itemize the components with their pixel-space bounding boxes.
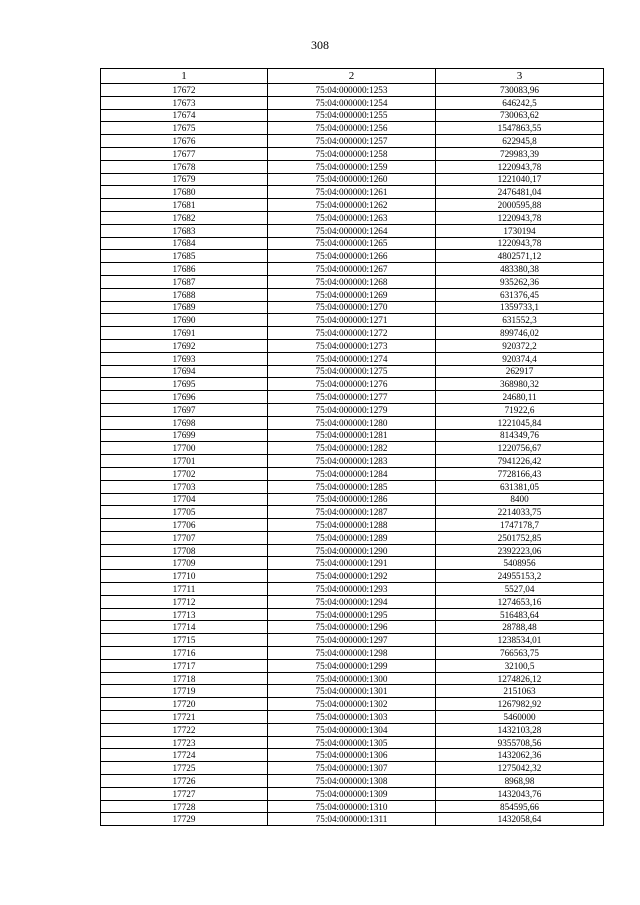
row-number-cell: 17674 (101, 109, 268, 122)
row-number-cell: 17673 (101, 96, 268, 109)
cadastral-number-cell: 75:04:000000:1303 (268, 711, 436, 724)
table-row (101, 749, 604, 762)
value-cell: 8400 (436, 493, 604, 506)
row-number-cell: 17717 (101, 659, 268, 672)
table-row (101, 813, 604, 826)
row-number-cell: 17711 (101, 583, 268, 596)
value-cell: 899746,02 (436, 327, 604, 340)
cadastral-number-cell: 75:04:000000:1301 (268, 685, 436, 698)
cadastral-number-cell: 75:04:000000:1282 (268, 442, 436, 455)
value-cell: 24955153,2 (436, 570, 604, 583)
table-row (101, 378, 604, 391)
table-row (101, 685, 604, 698)
row-number-cell: 17690 (101, 314, 268, 327)
value-cell: 71922,6 (436, 403, 604, 416)
table-row (101, 800, 604, 813)
row-number-cell: 17714 (101, 621, 268, 634)
cadastral-number-cell: 75:04:000000:1281 (268, 429, 436, 442)
value-cell: 631376,45 (436, 288, 604, 301)
value-cell: 32100,5 (436, 659, 604, 672)
value-cell: 2392223,06 (436, 544, 604, 557)
value-cell: 5408956 (436, 557, 604, 570)
table-row (101, 608, 604, 621)
value-cell: 920374,4 (436, 352, 604, 365)
value-cell: 1747178,7 (436, 519, 604, 532)
cadastral-number-cell: 75:04:000000:1268 (268, 275, 436, 288)
cadastral-number-cell: 75:04:000000:1258 (268, 147, 436, 160)
value-cell: 1267982,92 (436, 698, 604, 711)
table-row (101, 557, 604, 570)
table-row (101, 237, 604, 250)
row-number-cell: 17676 (101, 135, 268, 148)
table-row (101, 634, 604, 647)
cadastral-number-cell: 75:04:000000:1262 (268, 199, 436, 212)
row-number-cell: 17725 (101, 762, 268, 775)
value-cell: 5460000 (436, 711, 604, 724)
value-cell: 5527,04 (436, 583, 604, 596)
row-number-cell: 17678 (101, 160, 268, 173)
cadastral-number-cell: 75:04:000000:1275 (268, 365, 436, 378)
column-header-1: 1 (101, 69, 268, 84)
cadastral-number-cell: 75:04:000000:1276 (268, 378, 436, 391)
value-cell: 920372,2 (436, 339, 604, 352)
value-cell: 1221045,84 (436, 416, 604, 429)
cadastral-number-cell: 75:04:000000:1280 (268, 416, 436, 429)
row-number-cell: 17679 (101, 173, 268, 186)
value-cell: 9355708,56 (436, 736, 604, 749)
table-row (101, 275, 604, 288)
row-number-cell: 17680 (101, 186, 268, 199)
table-row (101, 416, 604, 429)
row-number-cell: 17691 (101, 327, 268, 340)
cadastral-number-cell: 75:04:000000:1285 (268, 480, 436, 493)
table-row (101, 595, 604, 608)
table-row (101, 621, 604, 634)
value-cell: 2476481,04 (436, 186, 604, 199)
row-number-cell: 17715 (101, 634, 268, 647)
cadastral-number-cell: 75:04:000000:1310 (268, 800, 436, 813)
table-row (101, 506, 604, 519)
table-row (101, 762, 604, 775)
cadastral-number-cell: 75:04:000000:1306 (268, 749, 436, 762)
column-header-2: 2 (268, 69, 436, 84)
row-number-cell: 17684 (101, 237, 268, 250)
value-cell: 1432043,76 (436, 787, 604, 800)
cadastral-number-cell: 75:04:000000:1269 (268, 288, 436, 301)
cadastral-number-cell: 75:04:000000:1291 (268, 557, 436, 570)
table-row (101, 480, 604, 493)
cadastral-number-cell: 75:04:000000:1294 (268, 595, 436, 608)
value-cell: 729983,39 (436, 147, 604, 160)
row-number-cell: 17687 (101, 275, 268, 288)
cadastral-number-cell: 75:04:000000:1266 (268, 250, 436, 263)
value-cell: 2501752,85 (436, 531, 604, 544)
table-row (101, 327, 604, 340)
table-row (101, 288, 604, 301)
cadastral-number-cell: 75:04:000000:1272 (268, 327, 436, 340)
row-number-cell: 17713 (101, 608, 268, 621)
value-cell: 1432103,28 (436, 723, 604, 736)
table-row (101, 391, 604, 404)
row-number-cell: 17710 (101, 570, 268, 583)
value-cell: 1220756,67 (436, 442, 604, 455)
row-number-cell: 17718 (101, 672, 268, 685)
table-row (101, 96, 604, 109)
value-cell: 1547863,55 (436, 122, 604, 135)
value-cell: 646242,5 (436, 96, 604, 109)
value-cell: 262917 (436, 365, 604, 378)
cadastral-number-cell: 75:04:000000:1308 (268, 775, 436, 788)
value-cell: 814349,76 (436, 429, 604, 442)
row-number-cell: 17706 (101, 519, 268, 532)
table-row (101, 224, 604, 237)
row-number-cell: 17675 (101, 122, 268, 135)
value-cell: 2214033,75 (436, 506, 604, 519)
cadastral-number-cell: 75:04:000000:1297 (268, 634, 436, 647)
cadastral-number-cell: 75:04:000000:1302 (268, 698, 436, 711)
table-row (101, 186, 604, 199)
value-cell: 622945,8 (436, 135, 604, 148)
table-header (101, 69, 604, 84)
row-number-cell: 17681 (101, 199, 268, 212)
cadastral-number-cell: 75:04:000000:1304 (268, 723, 436, 736)
row-number-cell: 17689 (101, 301, 268, 314)
column-header-3: 3 (436, 69, 604, 84)
table-row (101, 173, 604, 186)
value-cell: 4802571,12 (436, 250, 604, 263)
row-number-cell: 17720 (101, 698, 268, 711)
row-number-cell: 17726 (101, 775, 268, 788)
cadastral-number-cell: 75:04:000000:1265 (268, 237, 436, 250)
row-number-cell: 17699 (101, 429, 268, 442)
table-row (101, 365, 604, 378)
table-row (101, 723, 604, 736)
value-cell: 730063,62 (436, 109, 604, 122)
table-row (101, 544, 604, 557)
row-number-cell: 17727 (101, 787, 268, 800)
cadastral-number-cell: 75:04:000000:1307 (268, 762, 436, 775)
table-row (101, 250, 604, 263)
row-number-cell: 17719 (101, 685, 268, 698)
cadastral-number-cell: 75:04:000000:1271 (268, 314, 436, 327)
value-cell: 1359733,1 (436, 301, 604, 314)
row-number-cell: 17704 (101, 493, 268, 506)
cadastral-number-cell: 75:04:000000:1286 (268, 493, 436, 506)
table-row (101, 583, 604, 596)
cadastral-number-cell: 75:04:000000:1293 (268, 583, 436, 596)
value-cell: 2151063 (436, 685, 604, 698)
table-row (101, 314, 604, 327)
table-row (101, 403, 604, 416)
table-body (101, 84, 604, 826)
table-row (101, 147, 604, 160)
cadastral-number-cell: 75:04:000000:1253 (268, 84, 436, 97)
value-cell: 483380,38 (436, 263, 604, 276)
value-cell: 1220943,78 (436, 237, 604, 250)
value-cell: 1730194 (436, 224, 604, 237)
cadastral-number-cell: 75:04:000000:1284 (268, 467, 436, 480)
cadastral-number-cell: 75:04:000000:1261 (268, 186, 436, 199)
value-cell: 1432058,64 (436, 813, 604, 826)
row-number-cell: 17712 (101, 595, 268, 608)
cadastral-number-cell: 75:04:000000:1264 (268, 224, 436, 237)
table-row (101, 787, 604, 800)
row-number-cell: 17721 (101, 711, 268, 724)
table-row (101, 711, 604, 724)
table-row (101, 455, 604, 468)
table-row (101, 531, 604, 544)
value-cell: 730083,96 (436, 84, 604, 97)
cadastral-number-cell: 75:04:000000:1309 (268, 787, 436, 800)
cadastral-number-cell: 75:04:000000:1255 (268, 109, 436, 122)
cadastral-number-cell: 75:04:000000:1277 (268, 391, 436, 404)
row-number-cell: 17688 (101, 288, 268, 301)
row-number-cell: 17686 (101, 263, 268, 276)
table-row (101, 647, 604, 660)
row-number-cell: 17707 (101, 531, 268, 544)
cadastral-number-cell: 75:04:000000:1292 (268, 570, 436, 583)
table-row (101, 519, 604, 532)
value-cell: 8968,98 (436, 775, 604, 788)
table-row (101, 352, 604, 365)
cadastral-number-cell: 75:04:000000:1256 (268, 122, 436, 135)
value-cell: 368980,32 (436, 378, 604, 391)
table-row (101, 698, 604, 711)
value-cell: 854595,66 (436, 800, 604, 813)
row-number-cell: 17728 (101, 800, 268, 813)
value-cell: 631381,05 (436, 480, 604, 493)
row-number-cell: 17683 (101, 224, 268, 237)
row-number-cell: 17697 (101, 403, 268, 416)
row-number-cell: 17716 (101, 647, 268, 660)
row-number-cell: 17724 (101, 749, 268, 762)
value-cell: 516483,64 (436, 608, 604, 621)
registry-table (100, 68, 604, 826)
row-number-cell: 17700 (101, 442, 268, 455)
row-number-cell: 17729 (101, 813, 268, 826)
cadastral-number-cell: 75:04:000000:1287 (268, 506, 436, 519)
row-number-cell: 17708 (101, 544, 268, 557)
row-number-cell: 17682 (101, 211, 268, 224)
table-row (101, 467, 604, 480)
cadastral-number-cell: 75:04:000000:1298 (268, 647, 436, 660)
value-cell: 1432062,36 (436, 749, 604, 762)
table-row (101, 672, 604, 685)
table-row (101, 775, 604, 788)
cadastral-number-cell: 75:04:000000:1270 (268, 301, 436, 314)
table-row (101, 263, 604, 276)
cadastral-number-cell: 75:04:000000:1283 (268, 455, 436, 468)
cadastral-number-cell: 75:04:000000:1300 (268, 672, 436, 685)
cadastral-number-cell: 75:04:000000:1259 (268, 160, 436, 173)
cadastral-number-cell: 75:04:000000:1311 (268, 813, 436, 826)
table-row (101, 339, 604, 352)
row-number-cell: 17705 (101, 506, 268, 519)
row-number-cell: 17695 (101, 378, 268, 391)
row-number-cell: 17722 (101, 723, 268, 736)
row-number-cell: 17702 (101, 467, 268, 480)
cadastral-number-cell: 75:04:000000:1289 (268, 531, 436, 544)
table-row (101, 429, 604, 442)
cadastral-number-cell: 75:04:000000:1267 (268, 263, 436, 276)
value-cell: 24680,11 (436, 391, 604, 404)
value-cell: 1275042,32 (436, 762, 604, 775)
value-cell: 631552,3 (436, 314, 604, 327)
table-row (101, 736, 604, 749)
row-number-cell: 17677 (101, 147, 268, 160)
cadastral-number-cell: 75:04:000000:1273 (268, 339, 436, 352)
row-number-cell: 17698 (101, 416, 268, 429)
header-row (101, 69, 604, 84)
value-cell: 935262,36 (436, 275, 604, 288)
value-cell: 1274826,12 (436, 672, 604, 685)
row-number-cell: 17723 (101, 736, 268, 749)
cadastral-number-cell: 75:04:000000:1257 (268, 135, 436, 148)
value-cell: 28788,48 (436, 621, 604, 634)
value-cell: 766563,75 (436, 647, 604, 660)
value-cell: 1220943,78 (436, 160, 604, 173)
value-cell: 1220943,78 (436, 211, 604, 224)
table-row (101, 570, 604, 583)
cadastral-number-cell: 75:04:000000:1254 (268, 96, 436, 109)
value-cell: 2000595,88 (436, 199, 604, 212)
cadastral-number-cell: 75:04:000000:1288 (268, 519, 436, 532)
table-row (101, 301, 604, 314)
table-row (101, 135, 604, 148)
table-row (101, 211, 604, 224)
cadastral-number-cell: 75:04:000000:1305 (268, 736, 436, 749)
table-row (101, 122, 604, 135)
value-cell: 1238534,01 (436, 634, 604, 647)
cadastral-number-cell: 75:04:000000:1295 (268, 608, 436, 621)
table-row (101, 493, 604, 506)
value-cell: 1221040,17 (436, 173, 604, 186)
row-number-cell: 17696 (101, 391, 268, 404)
table-row (101, 199, 604, 212)
row-number-cell: 17693 (101, 352, 268, 365)
row-number-cell: 17694 (101, 365, 268, 378)
table-row (101, 109, 604, 122)
table-row (101, 659, 604, 672)
cadastral-number-cell: 75:04:000000:1279 (268, 403, 436, 416)
cadastral-number-cell: 75:04:000000:1274 (268, 352, 436, 365)
cadastral-number-cell: 75:04:000000:1260 (268, 173, 436, 186)
cadastral-number-cell: 75:04:000000:1296 (268, 621, 436, 634)
value-cell: 7941226,42 (436, 455, 604, 468)
table-row (101, 84, 604, 97)
page-number: 308 (311, 38, 329, 52)
row-number-cell: 17672 (101, 84, 268, 97)
table-row (101, 442, 604, 455)
row-number-cell: 17692 (101, 339, 268, 352)
value-cell: 1274653,16 (436, 595, 604, 608)
table-row (101, 160, 604, 173)
row-number-cell: 17685 (101, 250, 268, 263)
value-cell: 7728166,43 (436, 467, 604, 480)
cadastral-number-cell: 75:04:000000:1263 (268, 211, 436, 224)
cadastral-number-cell: 75:04:000000:1299 (268, 659, 436, 672)
row-number-cell: 17703 (101, 480, 268, 493)
cadastral-number-cell: 75:04:000000:1290 (268, 544, 436, 557)
row-number-cell: 17701 (101, 455, 268, 468)
row-number-cell: 17709 (101, 557, 268, 570)
